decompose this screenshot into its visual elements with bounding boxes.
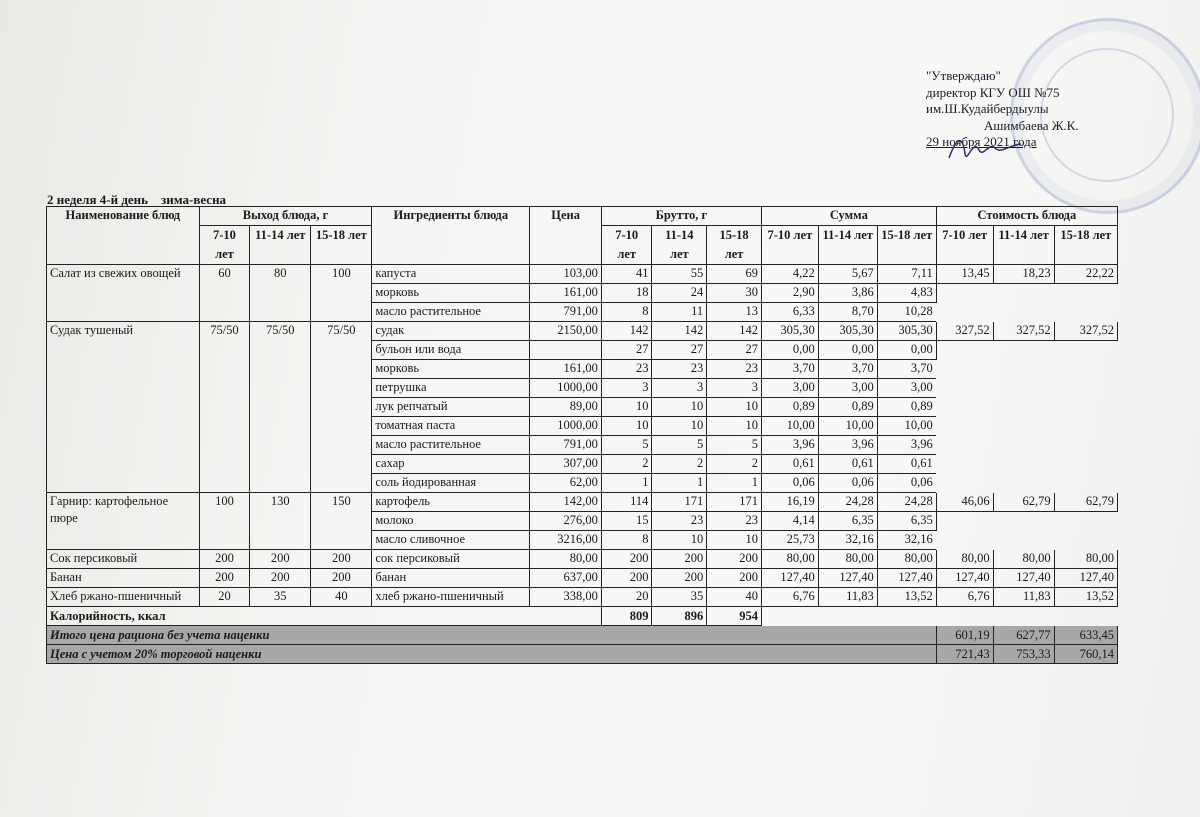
total-row-value: 627,77 [993,626,1054,645]
dish-yield: 75/50 [250,322,311,493]
sum-value: 24,28 [877,493,936,512]
brutto-value: 5 [707,436,762,455]
ingredient-price: 791,00 [530,303,602,322]
dish-yield: 40 [311,588,372,607]
calories-value: 896 [652,607,707,626]
sum-value: 0,89 [818,398,877,417]
brutto-value: 2 [707,455,762,474]
sum-value: 0,89 [761,398,818,417]
sum-value: 32,16 [818,531,877,550]
ingredient-price: 1000,00 [530,417,602,436]
sum-value: 5,67 [818,265,877,284]
brutto-value: 10 [707,417,762,436]
dish-cost-value: 13,45 [936,265,993,284]
sum-value: 80,00 [877,550,936,569]
sum-value: 0,00 [761,341,818,360]
age-header-3: 15-18 лет [707,226,762,265]
sum-value: 3,96 [761,436,818,455]
ingredient-price: 161,00 [530,284,602,303]
ingredient-name: хлеб ржано-пшеничный [372,588,530,607]
brutto-value: 142 [601,322,652,341]
empty-cell [936,284,1117,322]
dish-cost-value: 327,52 [936,322,993,341]
dish-yield: 130 [250,493,311,550]
dish-name: Хлеб ржано-пшеничный [47,588,200,607]
sum-value: 32,16 [877,531,936,550]
sum-value: 10,00 [818,417,877,436]
ingredient-name: сахар [372,455,530,474]
sum-value: 305,30 [818,322,877,341]
brutto-value: 18 [601,284,652,303]
ingredient-name: петрушка [372,379,530,398]
header-cost: Стоимость блюда [936,207,1117,226]
ingredient-name: капуста [372,265,530,284]
age-header-3: 15-18 лет [877,226,936,265]
sum-value: 6,76 [761,588,818,607]
brutto-value: 23 [707,360,762,379]
ingredient-price: 307,00 [530,455,602,474]
sum-value: 7,11 [877,265,936,284]
header-price: Цена [530,207,602,265]
dish-yield: 200 [199,550,250,569]
brutto-value: 35 [652,588,707,607]
brutto-value: 40 [707,588,762,607]
sum-value: 16,19 [761,493,818,512]
ingredient-price: 791,00 [530,436,602,455]
table-row [47,322,1118,341]
dish-cost-value: 80,00 [993,550,1054,569]
approval-line-4: Ашимбаева Ж.К. [984,117,1079,133]
dish-yield: 200 [199,569,250,588]
dish-name: Сок персиковый [47,550,200,569]
table-row [47,588,1118,607]
sum-value: 0,06 [761,474,818,493]
total-row-label: Итого цена рациона без учета наценки [47,626,937,645]
dish-yield: 60 [199,265,250,322]
ingredient-price: 80,00 [530,550,602,569]
ingredient-name: бульон или вода [372,341,530,360]
table-row [47,493,1118,512]
header-sum: Сумма [761,207,936,226]
brutto-value: 1 [652,474,707,493]
ingredient-name: масло растительное [372,303,530,322]
dish-cost-value: 327,52 [993,322,1054,341]
ingredient-price: 3216,00 [530,531,602,550]
sum-value: 127,40 [818,569,877,588]
brutto-value: 2 [601,455,652,474]
empty-cell [761,607,1117,626]
header-dish: Наименование блюд [47,207,200,265]
ingredient-name: картофель [372,493,530,512]
sum-value: 8,70 [818,303,877,322]
empty-cell [936,341,1117,493]
menu-table [46,206,1118,664]
ingredient-name: соль йодированная [372,474,530,493]
sum-value: 3,00 [877,379,936,398]
brutto-value: 171 [652,493,707,512]
brutto-value: 23 [707,512,762,531]
brutto-value: 2 [652,455,707,474]
ingredient-price: 338,00 [530,588,602,607]
brutto-value: 1 [601,474,652,493]
ingredient-price: 1000,00 [530,379,602,398]
page-heading: 2 неделя 4-й день зима-весна [47,192,227,207]
sum-value: 10,00 [761,417,818,436]
sum-value: 305,30 [761,322,818,341]
empty-cell [936,512,1117,550]
brutto-value: 69 [707,265,762,284]
approval-line-1: "Утверждаю" [926,68,1001,83]
brutto-value: 114 [601,493,652,512]
markup-row-value: 760,14 [1054,645,1117,664]
brutto-value: 3 [601,379,652,398]
age-header-2: 11-14 лет [652,226,707,265]
brutto-value: 10 [601,417,652,436]
dish-name: Салат из свежих овощей [47,265,200,322]
dish-yield: 100 [199,493,250,550]
dish-cost-value: 13,52 [1054,588,1117,607]
calories-label: Калорийность, ккал [47,607,602,626]
age-header-2: 11-14 лет [250,226,311,265]
dish-yield: 200 [250,569,311,588]
brutto-value: 200 [707,569,762,588]
total-row-value: 601,19 [936,626,993,645]
dish-cost-value: 18,23 [993,265,1054,284]
dish-cost-value: 127,40 [993,569,1054,588]
brutto-value: 11 [652,303,707,322]
markup-row-value: 753,33 [993,645,1054,664]
sum-value: 3,86 [818,284,877,303]
sum-value: 4,14 [761,512,818,531]
brutto-value: 10 [652,398,707,417]
sum-value: 11,83 [818,588,877,607]
sum-value: 3,70 [877,360,936,379]
table-row [47,265,1118,284]
sum-value: 0,06 [877,474,936,493]
sum-value: 3,70 [818,360,877,379]
dish-cost-value: 6,76 [936,588,993,607]
ingredient-price: 103,00 [530,265,602,284]
brutto-value: 5 [601,436,652,455]
total-row [47,626,1118,645]
sum-value: 0,00 [818,341,877,360]
brutto-value: 200 [601,569,652,588]
brutto-value: 10 [652,417,707,436]
age-header-1: 7-10 лет [936,226,993,265]
dish-yield: 75/50 [311,322,372,493]
brutto-value: 24 [652,284,707,303]
sum-value: 10,00 [877,417,936,436]
brutto-value: 200 [707,550,762,569]
brutto-value: 8 [601,303,652,322]
age-header-1: 7-10 лет [761,226,818,265]
brutto-value: 200 [601,550,652,569]
age-header-2: 11-14 лет [818,226,877,265]
sum-value: 0,00 [877,341,936,360]
sum-value: 0,61 [818,455,877,474]
dish-cost-value: 80,00 [936,550,993,569]
ingredient-name: банан [372,569,530,588]
dish-yield: 80 [250,265,311,322]
sum-value: 24,28 [818,493,877,512]
sum-value: 80,00 [761,550,818,569]
sum-value: 3,00 [818,379,877,398]
brutto-value: 10 [652,531,707,550]
dish-yield: 200 [250,550,311,569]
brutto-value: 20 [601,588,652,607]
sum-value: 25,73 [761,531,818,550]
sum-value: 4,22 [761,265,818,284]
brutto-value: 23 [652,360,707,379]
brutto-value: 142 [707,322,762,341]
age-header-1: 7-10 лет [601,226,652,265]
calories-value: 954 [707,607,762,626]
brutto-value: 23 [652,512,707,531]
ingredient-name: морковь [372,360,530,379]
dish-cost-value: 127,40 [1054,569,1117,588]
sum-value: 0,89 [877,398,936,417]
markup-row [47,645,1118,664]
brutto-value: 27 [707,341,762,360]
dish-yield: 75/50 [199,322,250,493]
ingredient-name: лук репчатый [372,398,530,417]
ingredient-name: масло сливочное [372,531,530,550]
brutto-value: 3 [707,379,762,398]
sum-value: 127,40 [877,569,936,588]
age-header-3: 15-18 лет [1054,226,1117,265]
dish-cost-value: 62,79 [1054,493,1117,512]
dish-yield: 100 [311,265,372,322]
brutto-value: 55 [652,265,707,284]
brutto-value: 10 [707,531,762,550]
brutto-value: 41 [601,265,652,284]
calories-value: 809 [601,607,652,626]
dish-cost-value: 11,83 [993,588,1054,607]
dish-cost-value: 22,22 [1054,265,1117,284]
age-header-1: 7-10 лет [199,226,250,265]
sum-value: 3,96 [818,436,877,455]
ingredient-name: морковь [372,284,530,303]
sum-value: 2,90 [761,284,818,303]
sum-value: 10,28 [877,303,936,322]
brutto-value: 5 [652,436,707,455]
brutto-value: 8 [601,531,652,550]
table-row [47,569,1118,588]
dish-name: Судак тушеный [47,322,200,493]
dish-cost-value: 127,40 [936,569,993,588]
sum-value: 4,83 [877,284,936,303]
markup-row-value: 721,43 [936,645,993,664]
brutto-value: 200 [652,550,707,569]
brutto-value: 27 [601,341,652,360]
sum-value: 3,00 [761,379,818,398]
approval-line-3: им.Ш.Кудайбердыулы [926,101,1049,116]
dish-yield: 200 [311,569,372,588]
sum-value: 127,40 [761,569,818,588]
brutto-value: 142 [652,322,707,341]
markup-row-label: Цена с учетом 20% торговой наценки [47,645,937,664]
ingredient-price: 142,00 [530,493,602,512]
brutto-value: 10 [707,398,762,417]
ingredient-name: судак [372,322,530,341]
sum-value: 3,70 [761,360,818,379]
sum-value: 305,30 [877,322,936,341]
signature-mark [945,128,1025,168]
dish-name: Гарнир: картофельное пюре [47,493,200,550]
age-header-3: 15-18 лет [311,226,372,265]
sum-value: 0,61 [877,455,936,474]
brutto-value: 30 [707,284,762,303]
ingredient-name: масло растительное [372,436,530,455]
sum-value: 6,35 [877,512,936,531]
dish-cost-value: 327,52 [1054,322,1117,341]
brutto-value: 15 [601,512,652,531]
brutto-value: 171 [707,493,762,512]
sum-value: 6,35 [818,512,877,531]
calories-row [47,607,1118,626]
brutto-value: 200 [652,569,707,588]
brutto-value: 3 [652,379,707,398]
brutto-value: 27 [652,341,707,360]
ingredient-price: 637,00 [530,569,602,588]
ingredient-name: сок персиковый [372,550,530,569]
sum-value: 13,52 [877,588,936,607]
approval-line-2: директор КГУ ОШ №75 [926,84,1060,100]
age-header-2: 11-14 лет [993,226,1054,265]
brutto-value: 23 [601,360,652,379]
approval-date: 29 ноября 2021 года [926,134,1037,149]
brutto-value: 13 [707,303,762,322]
dish-yield: 35 [250,588,311,607]
sum-value: 3,96 [877,436,936,455]
ingredient-price: 2150,00 [530,322,602,341]
ingredient-price: 276,00 [530,512,602,531]
header-ingredients: Ингредиенты блюда [372,207,530,265]
ingredient-name: томатная паста [372,417,530,436]
brutto-value: 10 [601,398,652,417]
header-brutto: Брутто, г [601,207,761,226]
sum-value: 6,33 [761,303,818,322]
dish-cost-value: 46,06 [936,493,993,512]
dish-cost-value: 80,00 [1054,550,1117,569]
ingredient-price: 89,00 [530,398,602,417]
brutto-value: 1 [707,474,762,493]
dish-name: Банан [47,569,200,588]
table-row [47,550,1118,569]
dish-yield: 20 [199,588,250,607]
dish-yield: 150 [311,493,372,550]
total-row-value: 633,45 [1054,626,1117,645]
dish-yield: 200 [311,550,372,569]
ingredient-price: 161,00 [530,360,602,379]
dish-cost-value: 62,79 [993,493,1054,512]
header-yield: Выход блюда, г [199,207,372,226]
ingredient-price: 62,00 [530,474,602,493]
ingredient-name: молоко [372,512,530,531]
sum-value: 0,61 [761,455,818,474]
ingredient-price [530,341,602,360]
sum-value: 80,00 [818,550,877,569]
sum-value: 0,06 [818,474,877,493]
